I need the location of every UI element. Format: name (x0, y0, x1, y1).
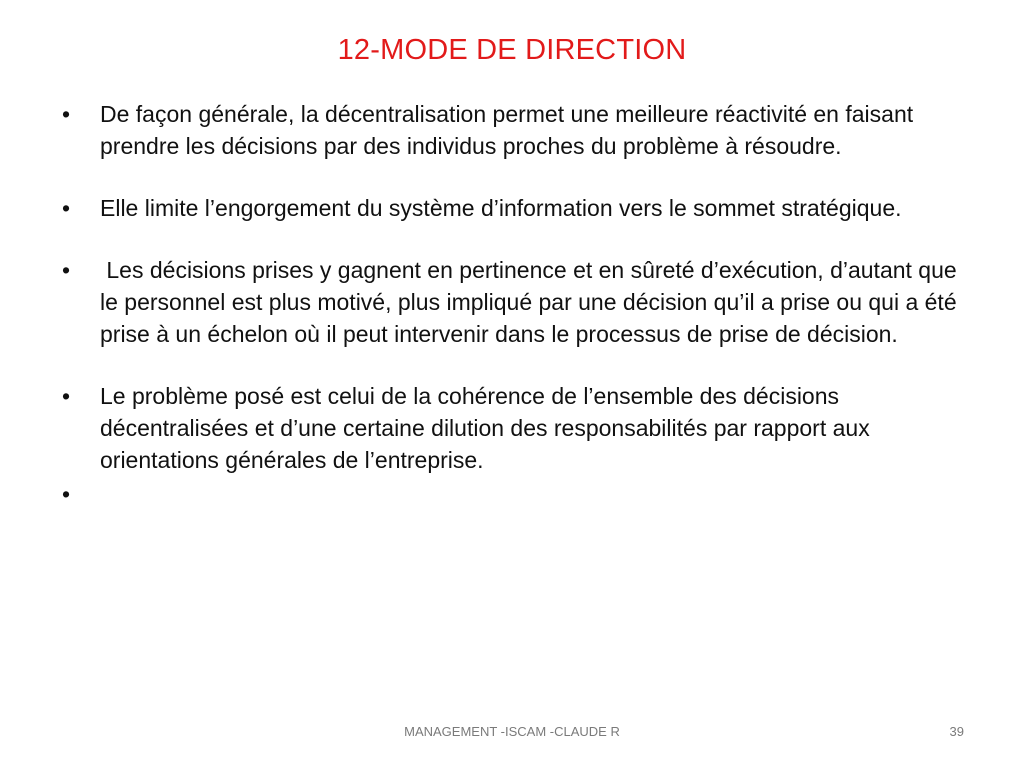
bullet-icon: • (62, 481, 71, 507)
bullet-text: Les décisions prises y gagnent en pertinence et en sûreté d’exécution, d’autant que le personnel est plus motivé, plus impliqué par une décision qu’il a prise ou qui a été prise à un échelon où il peut intervenir dans le processus de prise de décision. (100, 257, 964, 347)
bullet-text: Le problème posé est celui de la cohérence de l’ensemble des décisions décentralisées et d’une certaine dilution des responsabilités par rapport aux orientations générales de l’entreprise. (100, 383, 870, 473)
bullet-item (58, 254, 978, 350)
bullet-item (58, 380, 978, 476)
bullet-item-empty (58, 478, 978, 510)
bullet-item (58, 98, 978, 162)
bullet-list (58, 98, 978, 510)
bullet-item (58, 192, 978, 224)
slide-title: 12-MODE DE DIRECTION (337, 34, 687, 66)
bullet-text: De façon générale, la décentralisation permet une meilleure réactivité en faisant prendre les décisions par des individus proches du problème à résoudre. (100, 101, 914, 159)
bullet-icon: • (62, 195, 71, 221)
bullet-icon: • (62, 257, 71, 283)
slide-footer: MANAGEMENT -ISCAM -CLAUDE R (404, 724, 620, 739)
bullet-icon: • (62, 101, 71, 127)
bullet-icon: • (62, 383, 71, 409)
page-number: 39 (949, 724, 964, 739)
bullet-text: Elle limite l’engorgement du système d’information vers le sommet stratégique. (100, 195, 902, 221)
